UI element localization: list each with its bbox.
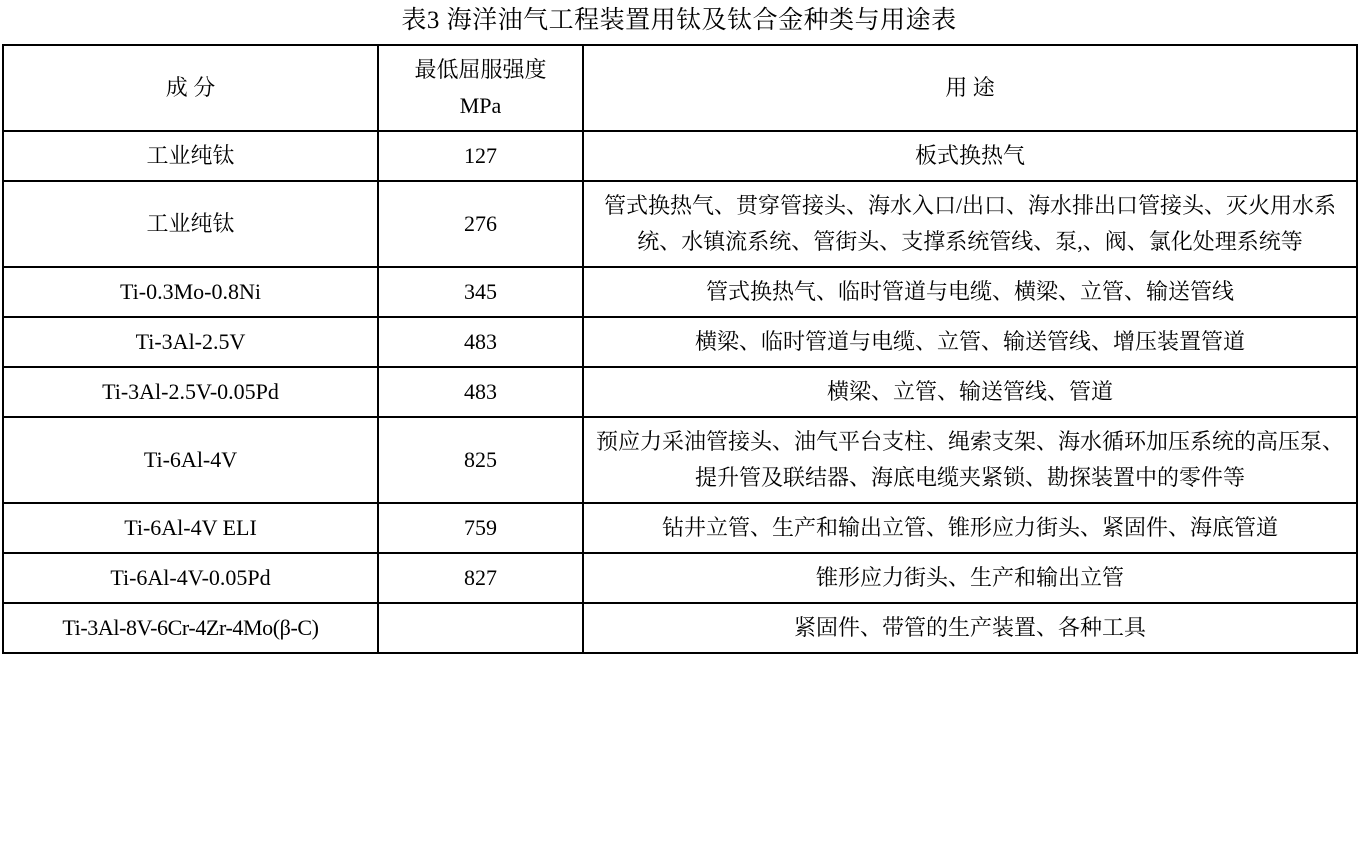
cell-usage: 管式换热气、贯穿管接头、海水入口/出口、海水排出口管接头、灭火用水系统、水镇流系统、管街头、支撑系统管线、泵,、阀、氯化处理系统等 [583,181,1357,267]
cell-strength [378,603,583,653]
table-row [3,367,1357,417]
cell-composition: Ti-0.3Mo-0.8Ni [3,267,378,317]
titanium-alloy-table [2,44,1358,654]
table-row [3,603,1357,653]
table-row [3,181,1357,267]
cell-usage: 紧固件、带管的生产装置、各种工具 [583,603,1357,653]
cell-composition: Ti-3Al-2.5V-0.05Pd [3,367,378,417]
cell-composition: Ti-6Al-4V ELI [3,503,378,553]
header-yield-strength-line1: 最低屈服强度 [414,57,547,82]
cell-usage: 横梁、临时管道与电缆、立管、输送管线、增压装置管道 [583,317,1357,367]
cell-strength: 483 [378,367,583,417]
cell-strength: 483 [378,317,583,367]
cell-composition: Ti-6Al-4V [3,417,378,503]
table-row [3,417,1357,503]
page-title: 表3 海洋油气工程装置用钛及钛合金种类与用途表 [401,7,957,34]
table-row [3,131,1357,181]
header-usage: 用 途 [583,45,1357,131]
cell-composition: 工业纯钛 [3,131,378,181]
table-row [3,503,1357,553]
header-yield-strength-unit: MPa [459,93,502,118]
table-row [3,553,1357,603]
cell-usage: 钻井立管、生产和输出立管、锥形应力街头、紧固件、海底管道 [583,503,1357,553]
cell-composition: Ti-3Al-8V-6Cr-4Zr-4Mo(β-C) [3,603,378,653]
cell-strength: 276 [378,181,583,267]
table-row [3,317,1357,367]
cell-composition: Ti-6Al-4V-0.05Pd [3,553,378,603]
cell-usage: 横梁、立管、输送管线、管道 [583,367,1357,417]
cell-strength: 127 [378,131,583,181]
cell-composition: 工业纯钛 [3,181,378,267]
cell-strength: 345 [378,267,583,317]
cell-usage: 管式换热气、临时管道与电缆、横梁、立管、输送管线 [583,267,1357,317]
cell-strength: 825 [378,417,583,503]
header-composition: 成 分 [3,45,378,131]
cell-usage: 板式换热气 [583,131,1357,181]
cell-strength: 827 [378,553,583,603]
header-yield-strength [378,45,583,131]
table-row [3,267,1357,317]
cell-composition: Ti-3Al-2.5V [3,317,378,367]
table-header-row [3,45,1357,131]
cell-usage: 锥形应力街头、生产和输出立管 [583,553,1357,603]
cell-usage: 预应力采油管接头、油气平台支柱、绳索支架、海水循环加压系统的高压泵、提升管及联结器、海底电缆夹紧锁、勘探装置中的零件等 [583,417,1357,503]
cell-strength: 759 [378,503,583,553]
